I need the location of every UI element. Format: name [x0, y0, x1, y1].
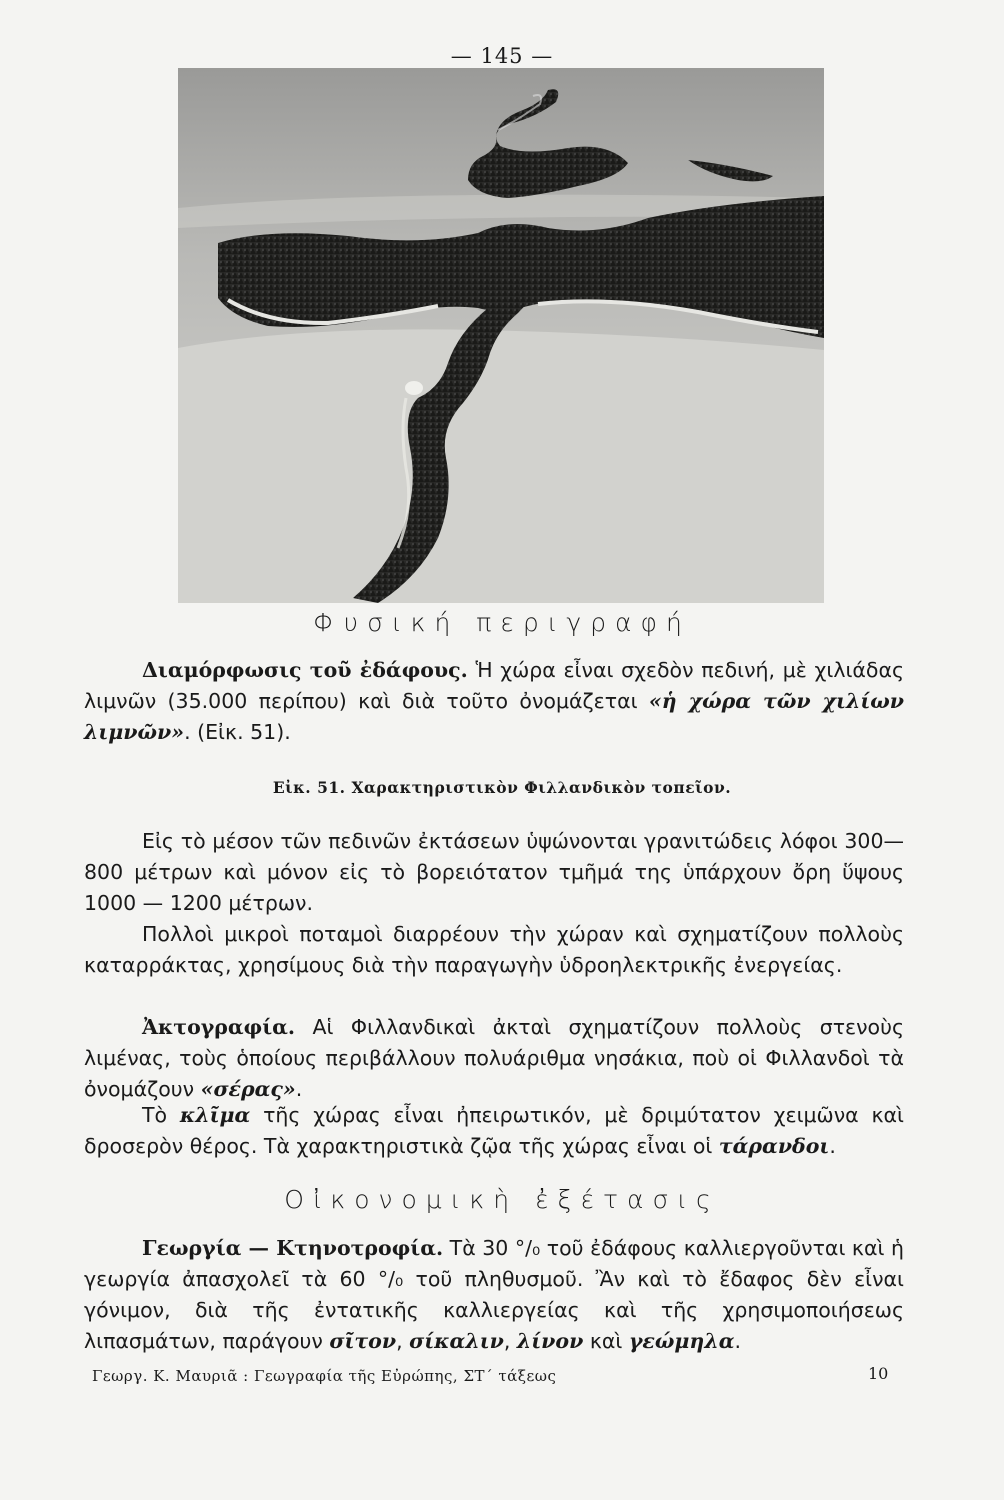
paragraph-rivers: Πολλοὶ μικροὶ ποταμοὶ διαρρέουν τὴν χώραν καὶ σχηματίζουν πολλοὺς καταρράκτας, χρησίμους διὰ τὴν παραγωγὴν ὑδροηλεκτρικῆς ἐνεργείας. [84, 922, 904, 977]
separator: , [503, 1329, 517, 1353]
footer-signature-number: 10 [868, 1364, 889, 1383]
paragraph-climate-text: τῆς χώρας εἶναι ἠπειρωτικόν, μὲ δριμύτατον χειμῶνα καὶ δροσερὸν θέρος. Τὰ χαρακτηριστικὰ ζῷα τῆς χώρας εἶναι οἱ [84, 1103, 904, 1158]
paragraph-terrain-heading: Διαμόρφωσις τοῦ ἐδάφους. [142, 658, 468, 682]
paragraph-agriculture [84, 1233, 904, 1357]
section-heading-economic-review: Οἰκονομικὴ ἐξέτασις [284, 1185, 720, 1214]
paragraph-coastline-tail: . [295, 1077, 303, 1101]
paragraph-hills: Εἰς τὸ μέσον τῶν πεδινῶν ἐκτάσεων ὑψώνονται γρανιτώδεις λόφοι 300—800 μέτρων καὶ μόνον εἰς τὸ βορειότατον τμῆμά της ὑπάρχουν ὄρη ὕψους 1000 — 1200 μέτρων. [84, 829, 904, 915]
paragraph-terrain [84, 655, 904, 748]
crop-wheat: σῖτον [329, 1329, 397, 1353]
paragraph-coastline-heading: Ἀκτογραφία. [142, 1015, 296, 1039]
footer-book-title: Γεωργ. Κ. Μαυριᾶ : Γεωγραφία τῆς Εὐρώπης, ΣΤ΄ τάξεως [92, 1367, 557, 1385]
paragraph-climate-tail: . [829, 1134, 836, 1158]
paragraph-climate-emphasis-reindeer: τάρανδοι [718, 1134, 830, 1158]
figure-caption: Εἰκ. 51. Χαρακτηριστικὸν Φιλλανδικὸν τοπεῖον. [272, 778, 732, 797]
paragraph-climate-emphasis-climate: κλῖμα [179, 1103, 251, 1127]
paragraph-terrain-emphasis: «ἡ χώρα τῶν χιλίων λιμνῶν» [84, 689, 904, 744]
page-number: — 145 — [450, 44, 554, 68]
paragraph-agriculture-tail: . [734, 1329, 741, 1353]
paragraph-agriculture-text: Τὰ 30 °/₀ τοῦ ἐδάφους καλλιεργοῦνται καὶ ἡ γεωργία ἀπασχολεῖ τὰ 60 °/₀ τοῦ πληθυσμοῦ. Ἂν καὶ τὸ ἔδαφος δὲν εἶναι γόνιμον, διὰ τῆς ἐντατικῆς καλλιεργείας καὶ τῆς χρησιμοποιήσεως λιπασμάτων, παράγουν [84, 1236, 904, 1353]
paragraph-coastline-emphasis: «σέρας» [200, 1077, 296, 1101]
paragraph-climate-pre: Τὸ [142, 1103, 180, 1127]
paragraph-climate [84, 1100, 904, 1162]
paragraph-terrain-text: Ἡ χώρα εἶναι σχεδὸν πεδινή, μὲ χιλιάδας λιμνῶν (35.000 περίπου) καὶ διὰ τοῦτο ὀνομάζεται [84, 658, 904, 713]
crop-rye: σίκαλιν [409, 1329, 504, 1353]
landscape-illustration [178, 68, 824, 603]
paragraph-coastline-text: Αἱ Φιλλανδικαὶ ἀκταὶ σχηματίζουν πολλοὺς στενοὺς λιμένας, τοὺς ὁποίους περιβάλλουν πολυάριθμα νησάκια, ποὺ οἱ Φιλλανδοὶ τὰ ὀνομάζουν [84, 1015, 904, 1101]
paragraph-coastline [84, 1012, 904, 1105]
paragraph-terrain-tail: . (Εἰκ. 51). [184, 720, 291, 744]
paragraph-agriculture-heading: Γεωργία — Κτηνοτροφία. [142, 1236, 444, 1260]
separator: καὶ [583, 1329, 629, 1353]
crop-flax: λίνον [516, 1329, 584, 1353]
separator: , [396, 1329, 410, 1353]
section-heading-physical-description: Φυσική περιγραφή [313, 608, 691, 637]
finnish-landscape-photo [178, 68, 824, 603]
crop-potatoes: γεώμηλα [628, 1329, 735, 1353]
